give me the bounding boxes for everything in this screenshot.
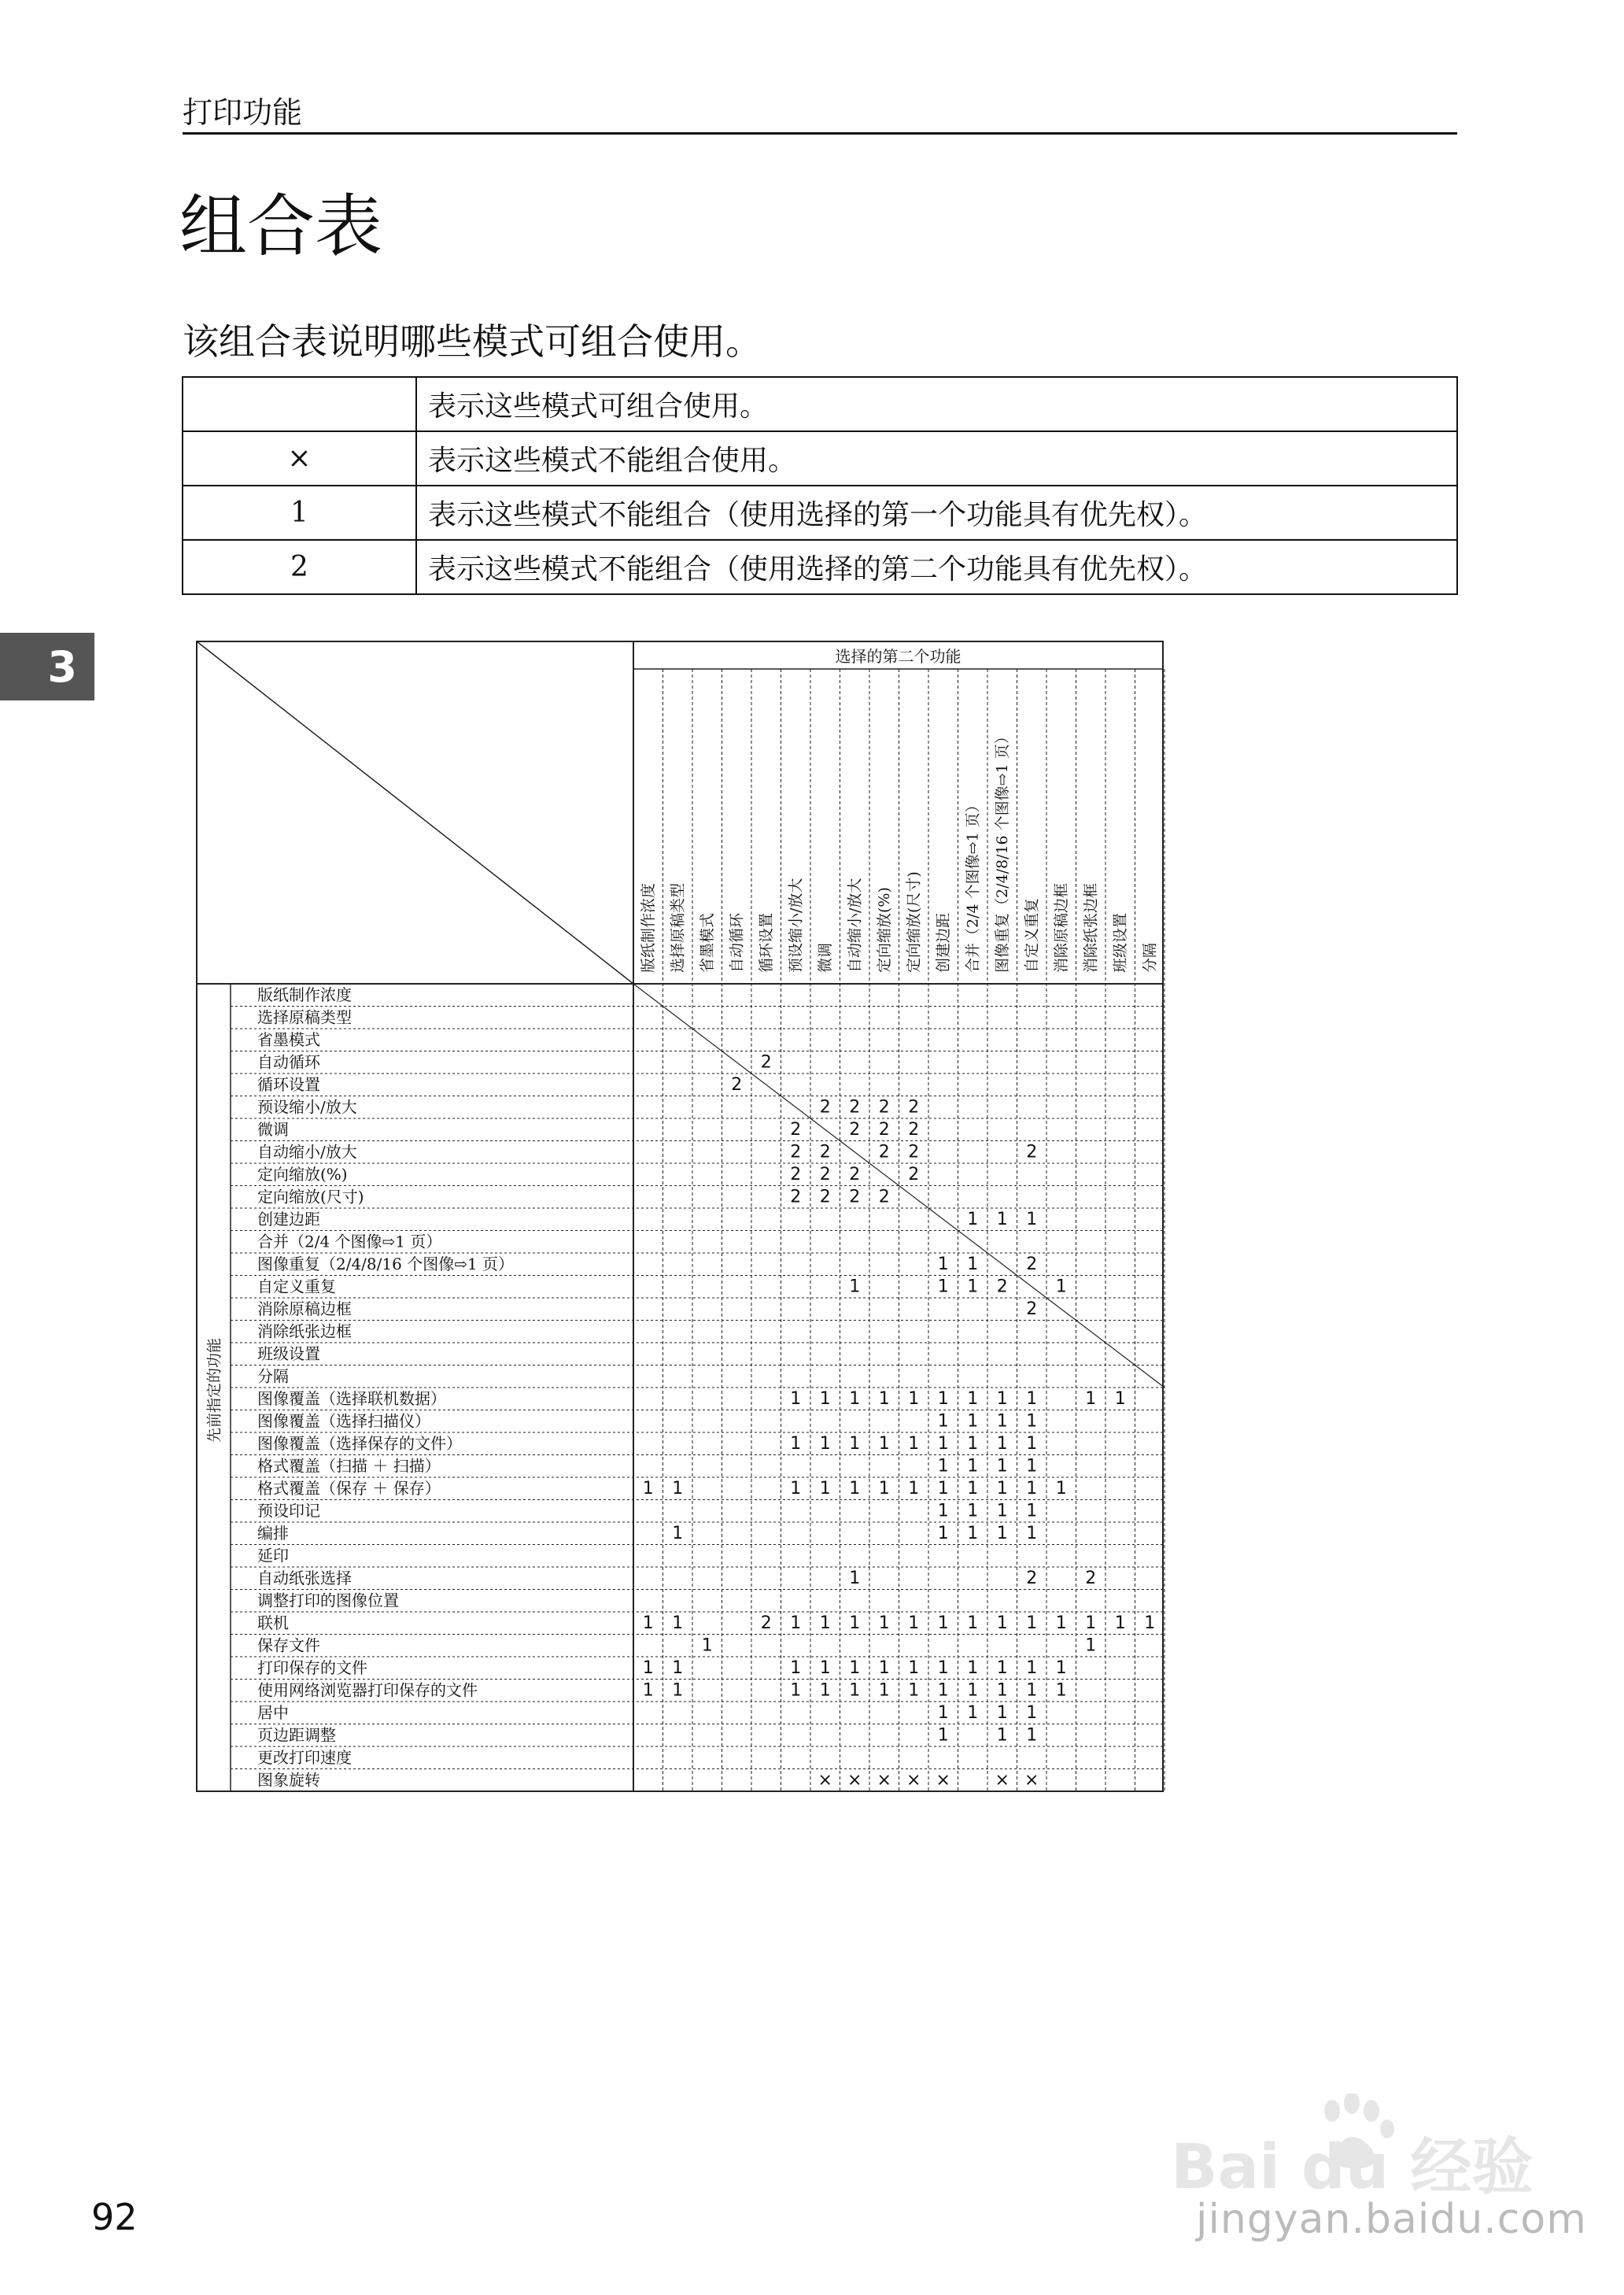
row-label: 消除原稿边框 — [257, 1299, 352, 1318]
matrix-cell-value: 1 — [1114, 1613, 1126, 1633]
matrix-cell-value: 2 — [790, 1187, 802, 1207]
matrix-cell-value: 1 — [908, 1389, 920, 1409]
matrix-cell-value: 2 — [819, 1165, 831, 1184]
matrix-cell-value: 2 — [849, 1165, 861, 1184]
matrix-cell-value: 1 — [1055, 1680, 1067, 1701]
matrix-cell-value: 1 — [996, 1479, 1008, 1499]
matrix-cell-value: 1 — [790, 1680, 802, 1701]
matrix-cell-value: 1 — [1085, 1613, 1097, 1633]
matrix-cell-value: 2 — [731, 1075, 743, 1095]
matrix-cell-value: 1 — [790, 1613, 802, 1633]
matrix-cell-value: × — [877, 1770, 891, 1791]
matrix-cell-value: 1 — [819, 1658, 831, 1678]
matrix-cell-value: 1 — [1055, 1613, 1067, 1633]
row-label: 自动循环 — [257, 1052, 320, 1072]
matrix-cell-value: 1 — [937, 1255, 949, 1274]
matrix-cell-value: 2 — [908, 1142, 920, 1162]
matrix-cell-value: 1 — [1026, 1501, 1038, 1521]
matrix-cell-value: 1 — [878, 1389, 890, 1409]
column-label: 创建边距 — [934, 912, 952, 973]
legend-symbol: 2 — [183, 540, 416, 594]
matrix-cell-value: 1 — [996, 1501, 1008, 1521]
matrix-cell-value: 2 — [878, 1097, 890, 1118]
row-label: 版纸制作浓度 — [257, 985, 352, 1004]
matrix-cell-value: 1 — [1026, 1524, 1038, 1543]
column-label: 省墨模式 — [698, 912, 716, 973]
matrix-cell-value: 1 — [1085, 1635, 1097, 1656]
matrix-cell-value: 1 — [967, 1277, 979, 1297]
column-label: 自动缩小/放大 — [846, 878, 864, 973]
matrix-cell-value: 2 — [760, 1052, 772, 1073]
matrix-cell-value: 2 — [996, 1277, 1008, 1297]
row-label: 编排 — [257, 1524, 289, 1543]
matrix-cell-value: 1 — [819, 1613, 831, 1633]
matrix-cell-value: 1 — [1026, 1456, 1038, 1476]
matrix-cell-value: 1 — [908, 1479, 920, 1499]
matrix-cell-value: 2 — [849, 1120, 861, 1140]
matrix-cell-value: 1 — [672, 1479, 684, 1499]
row-label: 消除纸张边框 — [257, 1321, 352, 1341]
row-label: 图像覆盖（选择保存的文件） — [257, 1434, 462, 1453]
matrix-cell-value: 1 — [967, 1255, 979, 1274]
matrix-cell-value: 2 — [790, 1165, 802, 1184]
matrix-cell-value: 1 — [967, 1411, 979, 1432]
matrix-cell-value: 1 — [849, 1680, 861, 1701]
matrix-cell-value: 1 — [672, 1613, 684, 1633]
matrix-cell-value: 1 — [642, 1680, 654, 1701]
matrix-cell-value: 1 — [937, 1680, 949, 1701]
matrix-cell-value: 1 — [1026, 1658, 1038, 1678]
matrix-cell-value: 1 — [996, 1613, 1008, 1633]
matrix-cell-value: 2 — [790, 1120, 802, 1140]
matrix-cell-value: 1 — [878, 1680, 890, 1701]
row-label: 预设缩小/放大 — [257, 1097, 357, 1117]
matrix-cell-value: 1 — [672, 1658, 684, 1678]
matrix-cell-value: 1 — [996, 1389, 1008, 1409]
matrix-cell-value: 1 — [908, 1613, 920, 1633]
matrix-cell-value: 1 — [1114, 1389, 1126, 1409]
matrix-cell-value: 1 — [996, 1210, 1008, 1229]
matrix-cell-value: 1 — [908, 1434, 920, 1454]
legend-description: 表示这些模式不能组合使用。 — [416, 431, 1457, 486]
matrix-cell-value: 2 — [908, 1097, 920, 1118]
row-label: 微调 — [257, 1120, 289, 1139]
matrix-cell-value: 1 — [819, 1434, 831, 1454]
matrix-cell-value: × — [818, 1770, 832, 1791]
intro-text: 该组合表说明哪些模式可组合使用。 — [183, 320, 762, 363]
matrix-cell-value: 1 — [967, 1613, 979, 1633]
matrix-cell-value: 1 — [967, 1434, 979, 1454]
column-label: 定向缩放(%) — [875, 887, 893, 973]
row-label: 分隔 — [257, 1366, 289, 1386]
matrix-cell-value: 1 — [1026, 1613, 1038, 1633]
column-label: 班级设置 — [1111, 912, 1129, 973]
row-label: 图象旋转 — [257, 1770, 320, 1790]
matrix-cell-value: × — [995, 1770, 1009, 1791]
matrix-cell-value: 1 — [790, 1479, 802, 1499]
matrix-cell-value: 2 — [908, 1165, 920, 1184]
matrix-cell-value: 1 — [967, 1456, 979, 1476]
matrix-cell-value: 1 — [937, 1725, 949, 1746]
matrix-cell-value: 2 — [1085, 1569, 1097, 1588]
page-number: 92 — [91, 2196, 138, 2238]
matrix-cell-value: 1 — [849, 1277, 861, 1297]
matrix-cell-value: 1 — [849, 1569, 861, 1588]
row-label: 自动纸张选择 — [257, 1569, 352, 1587]
row-label: 合并（2/4 个图像⇨1 页） — [257, 1232, 442, 1251]
row-label: 定向缩放(尺寸) — [257, 1187, 364, 1207]
matrix-cell-value: 2 — [878, 1187, 890, 1207]
column-label: 微调 — [816, 942, 834, 973]
matrix-cell-value: 1 — [819, 1389, 831, 1409]
matrix-cell-value: 1 — [937, 1411, 949, 1432]
matrix-cell-value: 1 — [642, 1613, 654, 1633]
row-label: 预设印记 — [257, 1501, 320, 1521]
matrix-cell-value: 1 — [790, 1389, 802, 1409]
matrix-cell-value: 1 — [878, 1434, 890, 1454]
matrix-cell-value: 1 — [790, 1658, 802, 1678]
matrix-cell-value: 1 — [1144, 1613, 1156, 1633]
matrix-cell-value: 1 — [1026, 1479, 1038, 1499]
matrix-cell-value: 1 — [819, 1680, 831, 1701]
row-label: 打印保存的文件 — [257, 1658, 367, 1677]
matrix-cell-value: 1 — [937, 1658, 949, 1678]
row-label: 图像覆盖（选择扫描仪） — [257, 1411, 430, 1431]
matrix-cell-value: 2 — [1026, 1299, 1038, 1319]
matrix-cell-value: 1 — [849, 1613, 861, 1633]
row-label: 选择原稿类型 — [257, 1007, 352, 1027]
matrix-cell-value: 1 — [849, 1479, 861, 1499]
matrix-cell-value: 2 — [908, 1120, 920, 1140]
matrix-cell-value: 1 — [937, 1277, 949, 1297]
row-label: 调整打印的图像位置 — [257, 1591, 399, 1610]
matrix-cell-value: 2 — [1026, 1142, 1038, 1162]
legend-description: 表示这些模式不能组合（使用选择的第一个功能具有优先权）。 — [416, 486, 1457, 540]
row-label: 更改打印速度 — [257, 1748, 352, 1767]
row-label: 省墨模式 — [257, 1030, 320, 1049]
section-header: 打印功能 — [183, 95, 303, 130]
matrix-cell-value: 1 — [937, 1456, 949, 1476]
matrix-cell-value: 1 — [642, 1479, 654, 1499]
column-label: 图像重复（2/4/8/16 个图像⇨1 页） — [993, 729, 1011, 973]
legend-description: 表示这些模式不能组合（使用选择的第二个功能具有优先权）。 — [416, 540, 1457, 594]
row-label: 自动缩小/放大 — [257, 1142, 357, 1162]
column-label: 自定义重复 — [1023, 897, 1041, 973]
matrix-cell-value: 1 — [937, 1501, 949, 1521]
matrix-cell-value: 1 — [878, 1479, 890, 1499]
chapter-tab: 3 — [0, 633, 94, 700]
row-label: 创建边距 — [257, 1210, 320, 1229]
matrix-cell-value: 1 — [996, 1725, 1008, 1746]
matrix-cell-value: 1 — [1055, 1479, 1067, 1499]
matrix-cell-value: 1 — [908, 1658, 920, 1678]
row-label: 格式覆盖（扫描 ＋ 扫描） — [257, 1456, 441, 1476]
col-group-label: 选择的第二个功能 — [835, 647, 961, 666]
matrix-cell-value: 1 — [701, 1635, 713, 1656]
matrix-cell-value: 1 — [937, 1479, 949, 1499]
matrix-cell-value: × — [906, 1770, 921, 1791]
matrix-cell-value: 1 — [967, 1210, 979, 1229]
column-label: 自动循环 — [728, 912, 746, 973]
row-label: 自定义重复 — [257, 1277, 336, 1296]
matrix-cell-value: 1 — [1026, 1703, 1038, 1723]
row-label: 居中 — [257, 1703, 289, 1722]
row-label: 循环设置 — [257, 1075, 320, 1094]
column-label: 消除原稿边框 — [1052, 882, 1070, 973]
watermark-brand: Bai du 经验 — [1171, 2132, 1534, 2203]
matrix-cell-value: 1 — [937, 1389, 949, 1409]
row-label: 图像重复（2/4/8/16 个图像⇨1 页） — [257, 1255, 515, 1273]
matrix-cell-value: 1 — [878, 1658, 890, 1678]
legend-description: 表示这些模式可组合使用。 — [416, 377, 1457, 431]
matrix-cell-value: 1 — [1026, 1725, 1038, 1746]
row-label: 页边距调整 — [257, 1725, 336, 1745]
page-title: 组合表 — [179, 187, 382, 266]
column-label: 预设缩小/放大 — [787, 878, 805, 973]
column-label: 消除纸张边框 — [1082, 882, 1100, 973]
matrix-cell-value: 1 — [672, 1680, 684, 1701]
row-label: 格式覆盖（保存 ＋ 保存） — [257, 1479, 441, 1498]
matrix-cell-value: 1 — [1026, 1389, 1038, 1409]
column-label: 合并（2/4 个图像⇨1 页） — [964, 797, 982, 973]
row-label: 图像覆盖（选择联机数据） — [257, 1389, 446, 1408]
matrix-cell-value: 1 — [967, 1389, 979, 1409]
corner-diagonal — [197, 641, 633, 984]
matrix-cell-value: 2 — [1026, 1569, 1038, 1588]
matrix-cell-value: 2 — [790, 1142, 802, 1162]
matrix-cell-value: 1 — [1026, 1411, 1038, 1432]
matrix-cell-value: 2 — [819, 1187, 831, 1207]
matrix-cell-value: 1 — [967, 1658, 979, 1678]
matrix-cell-value: × — [1024, 1770, 1039, 1791]
matrix-cell-value: 1 — [967, 1524, 979, 1543]
matrix-cell-value: 1 — [967, 1703, 979, 1723]
row-group-label: 先前指定的功能 — [205, 1337, 223, 1443]
matrix-cell-value: 1 — [937, 1703, 949, 1723]
column-label: 定向缩放(尺寸) — [905, 871, 923, 973]
matrix-cell-value: 2 — [760, 1613, 772, 1633]
row-label: 保存文件 — [257, 1635, 320, 1655]
matrix-cell-value: 1 — [790, 1434, 802, 1454]
matrix-cell-value: 1 — [996, 1680, 1008, 1701]
matrix-cell-value: 2 — [819, 1097, 831, 1118]
matrix-cell-value: 1 — [996, 1411, 1008, 1432]
matrix-cell-value: 1 — [996, 1658, 1008, 1678]
matrix-cell-value: 1 — [996, 1434, 1008, 1454]
matrix-cell-value: 1 — [967, 1479, 979, 1499]
matrix-cell-value: 1 — [672, 1524, 684, 1543]
matrix-cell-value: × — [847, 1770, 862, 1791]
legend-symbol: 1 — [183, 486, 416, 540]
matrix-cell-value: 1 — [1026, 1680, 1038, 1701]
matrix-cell-value: 1 — [996, 1456, 1008, 1476]
matrix-cell-value: 2 — [878, 1142, 890, 1162]
matrix-cell-value: 1 — [937, 1434, 949, 1454]
row-label: 联机 — [257, 1613, 289, 1632]
matrix-cell-value: 1 — [937, 1524, 949, 1543]
matrix-cell-value: 1 — [878, 1613, 890, 1633]
column-label: 版纸制作浓度 — [639, 882, 657, 973]
matrix-cell-value: 1 — [819, 1479, 831, 1499]
matrix-cell-value: 1 — [642, 1658, 654, 1678]
matrix-cell-value: 1 — [849, 1434, 861, 1454]
matrix-cell-value: 1 — [996, 1524, 1008, 1543]
matrix-cell-value: 1 — [1026, 1434, 1038, 1454]
column-label: 循环设置 — [757, 912, 775, 973]
matrix-cell-value: × — [936, 1770, 950, 1791]
matrix-cell-value: 2 — [849, 1187, 861, 1207]
row-label: 定向缩放(%) — [257, 1165, 348, 1184]
matrix-cell-value: 1 — [908, 1680, 920, 1701]
row-label: 延印 — [257, 1546, 289, 1565]
matrix-cell-value: 1 — [849, 1389, 861, 1409]
column-label: 选择原稿类型 — [669, 882, 687, 973]
column-label: 分隔 — [1141, 942, 1159, 973]
row-label: 班级设置 — [257, 1344, 320, 1363]
watermark-url: jingyan.baidu.com — [1196, 2196, 1587, 2243]
matrix-cell-value: 1 — [849, 1658, 861, 1678]
matrix-cell-value: 1 — [967, 1680, 979, 1701]
matrix-cell-value: 2 — [819, 1142, 831, 1162]
matrix-cell-value: 2 — [1026, 1255, 1038, 1274]
matrix-cell-value: 2 — [849, 1097, 861, 1118]
matrix-cell-value: 1 — [1055, 1277, 1067, 1297]
matrix-cell-value: 1 — [937, 1613, 949, 1633]
matrix-cell-value: 1 — [1026, 1210, 1038, 1229]
row-label: 使用网络浏览器打印保存的文件 — [257, 1680, 478, 1700]
matrix-cell-value: 1 — [1085, 1389, 1097, 1409]
matrix-cell-value: 1 — [967, 1501, 979, 1521]
matrix-cell-value: 1 — [1055, 1658, 1067, 1678]
legend-symbol: × — [183, 431, 416, 486]
matrix-cell-value: 1 — [996, 1703, 1008, 1723]
matrix-cell-value: 2 — [878, 1120, 890, 1140]
